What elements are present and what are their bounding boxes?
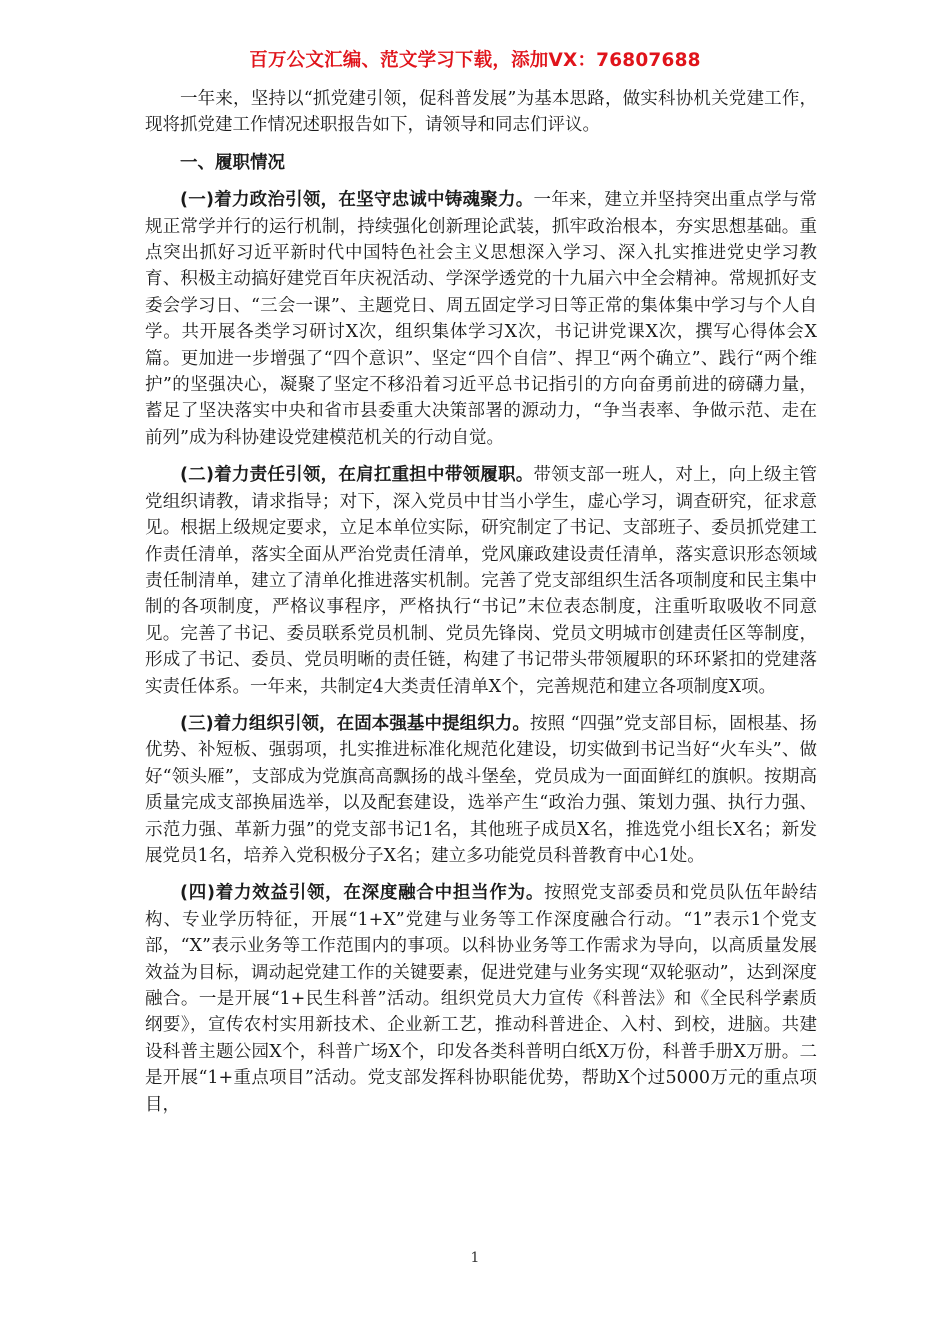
subheading-efficiency-leadership: (四)着力效益引领，在深度融合中担当作为。 [180, 883, 545, 904]
page-number: 1 [470, 1250, 480, 1266]
subheading-organization-leadership: (三)着力组织引领，在固本强基中提组织力。 [180, 713, 530, 734]
paragraph-responsibility-leadership [145, 462, 817, 700]
subheading-political-leadership: (一)着力政治引领，在坚守忠诚中铸魂聚力。 [180, 190, 534, 211]
paragraph-political-leadership [145, 187, 817, 451]
paragraph-body-responsibility-leadership: 带领支部一班人，对上，向上级主管党组织请教，请求指导；对下，深入党员中甘当小学生，虚心学习，调查研究，征求意见。根据上级规定要求，立足本单位实际，研究制定了书记、支部班子、委员抓党建工作责任清单，落实全面从严治党责任清单，党风廉政建设责任清单，落实意识形态领域责任制清单，建立了清单化推进落实机制。完善了党支部组织生活各项制度和民主集中制的各项制度，严格议事程序，严格执行“书记”末位表态制度，注重听取吸收不同意见。完善了书记、委员联系党员机制、党员先锋岗、党员文明城市创建责任区等制度，形成了书记、委员、党员明晰的责任链，构建了书记带头带领履职的环环紧扣的党建落实责任体系。一年来，共制定4大类责任清单X个，完善规范和建立各项制度X项。 [145, 465, 817, 697]
section-heading-performance: 一、履职情况 [180, 152, 285, 173]
watermark-banner: 百万公文汇编、范文学习下载，添加VX：76807688 [249, 50, 701, 71]
paragraph-body-efficiency-leadership: 按照党支部委员和党员队伍年龄结构、专业学历特征，开展“1+X”党建与业务等工作深度融合行动。“1”表示1个党支部，“X”表示业务等工作范围内的事项。以科协业务等工作需求为导向，以高质量发展效益为目标，调动起党建工作的关键要素，促进党建与业务实现“双轮驱动”，达到深度融合。一是开展“1+民生科普”活动。组织党员大力宣传《科普法》和《全民科学素质纲要》，宣传农村实用新技术、企业新工艺，推动科普进企、入村、到校，进脑。共建设科普主题公园X个，科普广场X个，印发各类科普明白纸X万份，科普手册X万册。二是开展“1+重点项目”活动。党支部发挥科协职能优势，帮助X个过5000万元的重点项目， [145, 883, 818, 1115]
paragraph-organization-leadership [145, 711, 817, 869]
intro-paragraph: 一年来，坚持以“抓党建引领，促科普发展”为基本思路，做实科协机关党建工作，现将抓党建工作情况述职报告如下，请领导和同志们评议。 [145, 89, 817, 136]
paragraph-body-political-leadership: 一年来，建立并坚持突出重点学与常规正常学并行的运行机制，持续强化创新理论武装，抓牢政治根本，夯实思想基础。重点突出抓好习近平新时代中国特色社会主义思想深入学习、深入扎实推进党史学习教育、积极主动搞好建党百年庆祝活动、学深学透党的十九届六中全会精神。常规抓好支委会学习日、“三会一课”、主题党日、周五固定学习日等正常的集体集中学习与个人自学。共开展各类学习研讨X次，组织集体学习X次，书记讲党课X次，撰写心得体会X篇。更加进一步增强了“四个意识”、坚定“四个自信”、捍卫“两个确立”、践行“两个维护”的坚强决心，凝聚了坚定不移沿着习近平总书记指引的方向奋勇前进的磅礴力量，蓄足了坚决落实中央和省市县委重大决策部署的源动力，“争当表率、争做示范、走在前列”成为科协建设党建模范机关的行动自觉。 [145, 190, 817, 448]
document-body [145, 86, 817, 1129]
paragraph-body-organization-leadership: 按照 “四强”党支部目标，固根基、扬优势、补短板、强弱项，扎实推进标准化规范化建设，切实做到书记当好“火车头”、做好“领头雁”，支部成为党旗高高飘扬的战斗堡垒，党员成为一面面鲜红的旗帜。按期高质量完成支部换届选举，以及配套建设，选举产生“政治力强、策划力强、执行力强、示范力强、革新力强”的党支部书记1名，其他班子成员X名，推选党小组长X名；新发展党员1名，培养入党积极分子X名；建立多功能党员科普教育中心1处。 [145, 713, 817, 866]
subheading-responsibility-leadership: (二)着力责任引领，在肩扛重担中带领履职。 [180, 465, 534, 486]
paragraph-efficiency-leadership [145, 880, 817, 1118]
